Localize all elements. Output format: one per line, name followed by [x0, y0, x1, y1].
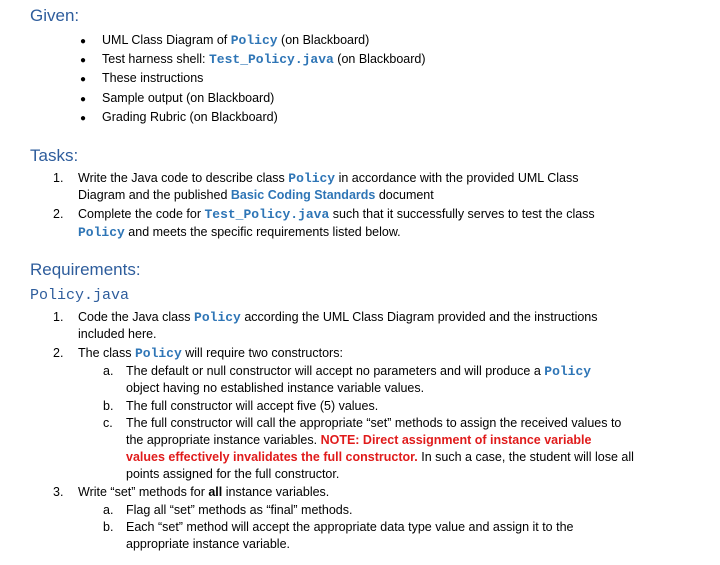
task-1-line-2 [78, 187, 434, 204]
req-2c-warning: NOTE: Direct assignment of instance variable [320, 433, 592, 447]
policy-java-subheading: Policy.java [30, 287, 130, 304]
req-2a-text: The default or null constructor will accept no parameters and will produce a [126, 364, 545, 378]
task-1-text-2: Diagram and the published [78, 188, 231, 202]
task-1-text-3: document [375, 188, 434, 202]
req-2c-line-3 [126, 449, 634, 466]
req-2c-line-2 [126, 432, 591, 449]
given-item-1-text: UML Class Diagram of [102, 33, 231, 47]
req-3-line-1 [78, 484, 329, 501]
bullet-icon: ● [80, 94, 87, 105]
req-2a-letter: a. [103, 364, 114, 378]
req-2c-text: the appropriate instance variables. [126, 433, 321, 447]
given-item-4: Sample output (on Blackboard) [102, 91, 275, 105]
given-item-5: Grading Rubric (on Blackboard) [102, 110, 278, 124]
req-1-text-end: according the UML Class Diagram provided and the instructions [240, 310, 598, 324]
task-2-line-1 [78, 206, 595, 223]
req-2a-code: Policy [544, 364, 592, 379]
bullet-icon: ● [80, 74, 87, 85]
req-2a-line-1 [126, 363, 591, 380]
basic-coding-standards-link[interactable]: Basic Coding Standards [230, 188, 376, 202]
req-2c-line-1: The full constructor will call the appropriate “set” methods to assign the received values to [126, 416, 622, 430]
requirements-heading: Requirements: [30, 260, 141, 279]
task-2-code: Test_Policy.java [204, 207, 330, 222]
given-item-1-note: (on Blackboard) [277, 33, 370, 47]
given-item-2-text: Test harness shell: [102, 52, 209, 66]
task-2-code-2: Policy [78, 225, 125, 240]
req-3-number: 3. [53, 485, 64, 499]
given-heading: Given: [30, 6, 80, 25]
task-2-text: Complete the code for [78, 207, 205, 221]
req-2-code: Policy [134, 346, 182, 361]
task-1-number: 1. [53, 171, 64, 185]
task-1-line-1 [78, 170, 579, 187]
req-3-text-end: instance variables. [222, 485, 330, 499]
req-2c-line-4: points assigned for the full constructor. [126, 467, 340, 481]
task-2-text-2: and meets the specific requirements listed below. [124, 225, 401, 239]
req-3a-line-1: Flag all “set” methods as “final” methods. [126, 503, 353, 517]
req-1-code: Policy [194, 310, 241, 325]
req-3b-line-2: appropriate instance variable. [126, 537, 290, 551]
req-2c-letter: c. [103, 416, 113, 430]
bullet-icon: ● [80, 113, 87, 124]
req-3b-letter: b. [103, 520, 114, 534]
req-2-number: 2. [53, 346, 64, 360]
tasks-heading: Tasks: [30, 146, 79, 165]
req-2-text: The class [78, 346, 135, 360]
given-item-1-code: Policy [230, 33, 278, 48]
bullet-icon: ● [80, 55, 87, 66]
req-3-bold: all [208, 485, 223, 499]
req-2-text-end: will require two constructors: [181, 346, 343, 360]
given-item-2-note: (on Blackboard) [333, 52, 426, 66]
req-2c-text-2: In such a case, the student will lose all [417, 450, 634, 464]
req-1-text: Code the Java class [78, 310, 195, 324]
req-3a-letter: a. [103, 503, 114, 517]
req-3-text: Write “set” methods for [78, 485, 209, 499]
task-2-text-end: such that it successfully serves to test the class [329, 207, 595, 221]
req-2b-line-1: The full constructor will accept five (5) values. [126, 399, 379, 413]
req-1-number: 1. [53, 310, 64, 324]
req-1-line-1 [78, 309, 598, 326]
task-2-number: 2. [53, 207, 64, 221]
given-item-2 [102, 51, 426, 68]
given-item-3: These instructions [102, 71, 204, 85]
task-1-code: Policy [288, 171, 336, 186]
req-3b-line-1: Each “set” method will accept the appropriate data type value and assign it to the [126, 520, 574, 534]
task-1-text: Write the Java code to describe class [78, 171, 289, 185]
req-2c-warning-2: values effectively invalidates the full constructor. [126, 450, 418, 464]
req-2a-line-2: object having no established instance variable values. [126, 381, 425, 395]
given-item-2-code: Test_Policy.java [209, 52, 334, 67]
req-2-line-1 [78, 345, 343, 362]
task-2-line-2 [78, 224, 401, 241]
req-1-line-2: included here. [78, 327, 157, 341]
given-item-1 [102, 32, 369, 49]
task-1-text-end: in accordance with the provided UML Class [335, 171, 579, 185]
req-2b-letter: b. [103, 399, 114, 413]
bullet-icon: ● [80, 36, 87, 47]
